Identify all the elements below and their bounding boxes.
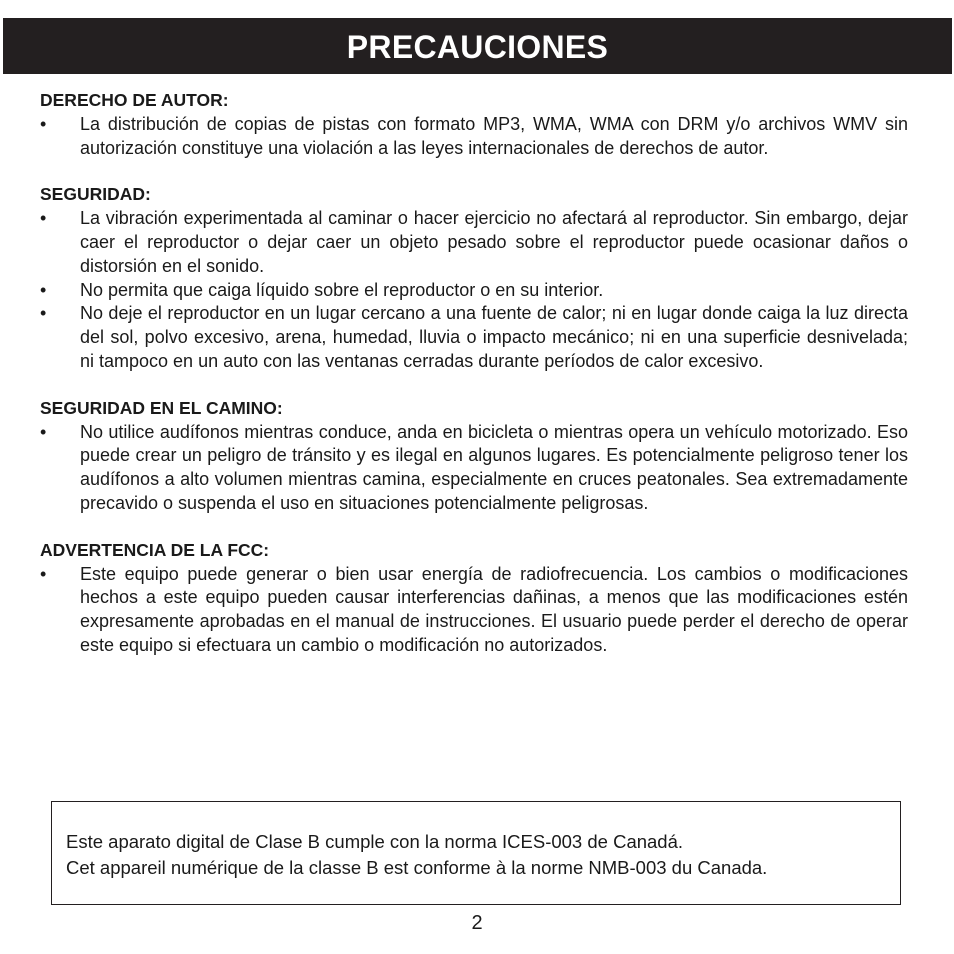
bullet-list <box>40 421 908 516</box>
section-heading: SEGURIDAD EN EL CAMINO: <box>40 397 283 418</box>
bullet-icon: • <box>40 421 47 442</box>
notice-line-french: Cet appareil numérique de la classe B est conforme à la norme NMB-003 du Canada. <box>66 857 768 878</box>
notice-text <box>66 829 767 881</box>
notice-line-spanish: Este aparato digital de Clase B cumple con la norma ICES-003 de Canadá. <box>66 831 684 852</box>
bullet-text: No utilice audífonos mientras conduce, anda en bicicleta o mientras opera un vehículo motorizado. Eso puede crear un peligro de tránsito y es ilegal en algunos lugares. Es potencialmente peligroso tener los audífonos a alto volumen mientras camina, especialmente en cruces peatonales. Sea extremadamente precavido o suspenda el uso en situaciones potencialmente peligrosas. <box>80 421 908 513</box>
bullet-icon: • <box>40 279 47 300</box>
bullet-list <box>40 563 908 658</box>
list-item <box>40 207 908 278</box>
bullet-icon: • <box>40 113 47 134</box>
bullet-icon: • <box>40 208 47 229</box>
bullet-text: No permita que caiga líquido sobre el reproductor o en su interior. <box>80 279 604 300</box>
bullet-icon: • <box>40 303 47 324</box>
section-heading: DERECHO DE AUTOR: <box>40 90 229 110</box>
section-heading: ADVERTENCIA DE LA FCC: <box>40 539 270 560</box>
page-title: PRECAUCIONES <box>346 28 609 65</box>
bullet-text: La distribución de copias de pistas con formato MP3, WMA, WMA con DRM y/o archivos WMV sin autorización constituye una violación a las leyes internacionales de derechos de autor. <box>80 113 908 158</box>
bullet-list <box>40 207 908 374</box>
title-bar <box>3 18 952 74</box>
list-item <box>40 279 908 303</box>
list-item <box>40 302 908 373</box>
precautions-content <box>40 89 908 681</box>
bullet-text: No deje el reproductor en un lugar cercano a una fuente de calor; ni en lugar donde caiga la luz directa del sol, polvo excesivo, arena, humedad, lluvia o impacto mecánico; ni en una superficie desnivelada; ni tampoco en un auto con las ventanas cerradas durante períodos de calor excesivo. <box>80 303 908 371</box>
list-item <box>40 563 908 658</box>
section-heading: SEGURIDAD: <box>40 184 151 205</box>
section-fcc-warning <box>40 539 908 658</box>
section-safety <box>40 183 908 373</box>
list-item <box>40 113 908 161</box>
page-number: 2 <box>471 912 483 934</box>
canada-compliance-notice <box>51 801 901 905</box>
bullet-icon: • <box>40 563 47 584</box>
list-item <box>40 421 908 516</box>
bullet-list <box>40 113 908 161</box>
section-copyright <box>40 89 908 160</box>
bullet-text: Este equipo puede generar o bien usar energía de radiofrecuencia. Los cambios o modificaciones hechos a este equipo pueden causar interferencias dañinas, a menos que las modificaciones estén expresamente aprobadas en el manual de instrucciones. El usuario puede perder el derecho de operar este equipo si efectuara un cambio o modificación no autorizados. <box>80 563 908 655</box>
bullet-text: La vibración experimentada al caminar o hacer ejercicio no afectará al reproductor. Sin embargo, dejar caer el reproductor o dejar caer un objeto pesado sobre el reproductor puede ocasionar daños o distorsión en el sonido. <box>80 208 908 276</box>
section-road-safety <box>40 397 908 516</box>
